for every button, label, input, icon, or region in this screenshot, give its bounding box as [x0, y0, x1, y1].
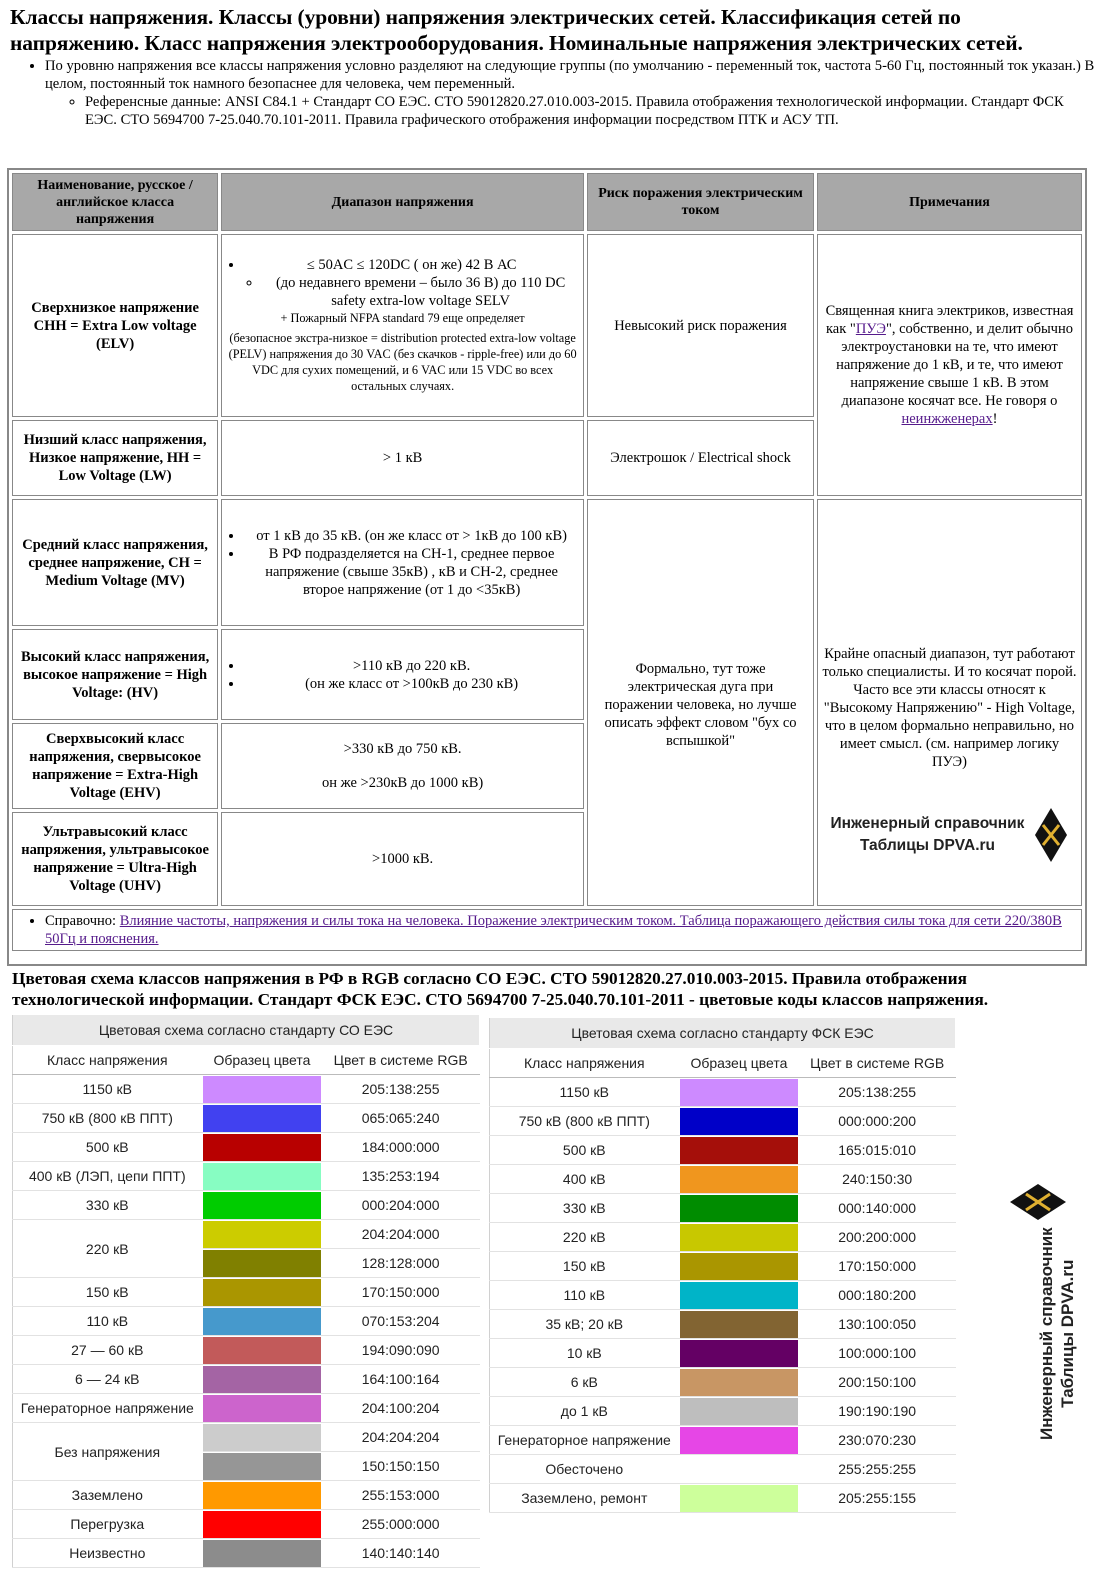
color-swatch-cell [679, 1339, 799, 1368]
mv-range-item: • В РФ подразделяется на СН-1, среднее первое напряжение (свыше 35кВ) , кВ и СН-2, среднее второе напряжение (от 1 до <35кВ) [244, 545, 579, 599]
voltage-class-cell: 220 кВ [490, 1223, 680, 1252]
color-row [490, 1107, 956, 1136]
voltage-class-cell: 10 кВ [490, 1339, 680, 1368]
dpva-logo-icon [1034, 807, 1068, 863]
color-swatch [680, 1195, 799, 1222]
rgb-value-cell: 204:100:204 [322, 1394, 480, 1423]
header-voltage-range: Диапазон напряжения [221, 173, 584, 231]
color-row [490, 1310, 956, 1339]
rgb-value-cell: 135:253:194 [322, 1162, 480, 1191]
fsk-header-class: Класс напряжения [490, 1049, 680, 1078]
header-shock-risk: Риск поражения электрическим током [587, 173, 814, 231]
rgb-value-cell: 000:204:000 [322, 1191, 480, 1220]
voltage-class-cell: 35 кВ; 20 кВ [490, 1310, 680, 1339]
color-row [13, 1162, 480, 1191]
elv-pelv-note: (безопасное экстра-низкое = distribution protected extra-low voltage (PELV) напряжения до 30 VAC (без скачков - ripple-free) или до 60 VDC для сухих помещений, и 6 VAC или 15 VDC во всех остальных случаях. [228, 330, 577, 394]
color-swatch [203, 1163, 322, 1190]
elv-range-item: • ≤ 50AC ≤ 120DC ( он же) 42 В АС ◦ (до недавнего времени – было 36 В) до 110 DC safety extra-low voltage SELV [244, 256, 579, 310]
voltage-class-cell: Обесточено [490, 1455, 680, 1484]
page-title: Классы напряжения. Классы (уровни) напряжения электрических сетей. Классификация сетей по напряжению. Класс напряжения электрооборудования. Номинальные напряжения электрических сетей. [10, 5, 1023, 55]
color-row [490, 1252, 956, 1281]
color-swatch-cell [202, 1336, 322, 1365]
color-swatch-cell [679, 1426, 799, 1455]
voltage-class-cell: 500 кВ [490, 1136, 680, 1165]
intro [0, 58, 1099, 129]
color-swatch [680, 1166, 799, 1193]
note-low-voltage: Священная книга электриков, известная как "ПУЭ", собственно, и делит обычно электроустановки на те, что имеют напряжение до 1 кВ, и те, что имеют напряжение свыше 1 кВ. В этом диапазоне косячат все. Не говоря о неинжженерах! [817, 234, 1082, 496]
color-swatch [680, 1340, 799, 1367]
color-swatch-cell [202, 1481, 322, 1510]
reference-row: • Справочно: Влияние частоты, напряжения и силы тока на человека. Поражение электрическим током. Таблица поражающего действия силы тока для сети 220/380В 50Гц и пояснения. [12, 909, 1082, 951]
rgb-value-cell: 205:138:255 [322, 1075, 480, 1104]
color-swatch [203, 1366, 322, 1393]
elv-risk: Невысокий риск поражения [587, 234, 814, 417]
color-swatch-cell [202, 1539, 322, 1568]
hv-range-item: • (он же класс от >100кВ до 230 кВ) [244, 675, 579, 693]
voltage-class-cell: 1150 кВ [490, 1078, 680, 1107]
rgb-value-cell: 130:100:050 [799, 1310, 956, 1339]
color-swatch [203, 1540, 322, 1567]
fsk-table-caption: Цветовая схема согласно стандарту ФСК ЕЭС [490, 1018, 956, 1049]
voltage-class-cell: 150 кВ [490, 1252, 680, 1281]
elv-name: Сверхнизкое напряжение СНН = Extra Low voltage (ELV) [12, 234, 218, 417]
rgb-value-cell: 240:150:30 [799, 1165, 956, 1194]
voltage-class-cell: Генераторное напряжение [490, 1426, 680, 1455]
rgb-value-cell: 200:150:100 [799, 1368, 956, 1397]
color-swatch [680, 1369, 799, 1396]
header-notes: Примечания [817, 173, 1082, 231]
color-row [13, 1075, 480, 1104]
color-swatch-cell [202, 1452, 322, 1481]
lv-risk: Электрошок / Electrical shock [587, 420, 814, 496]
color-swatch [680, 1137, 799, 1164]
rgb-value-cell: 230:070:230 [799, 1426, 956, 1455]
rgb-value-cell: 184:000:000 [322, 1133, 480, 1162]
color-swatch [203, 1105, 322, 1132]
color-row [13, 1104, 480, 1133]
voltage-class-cell: Заземлено, ремонт [490, 1484, 680, 1513]
color-swatch [203, 1337, 322, 1364]
voltage-class-cell: 330 кВ [13, 1191, 203, 1220]
color-row [490, 1397, 956, 1426]
rgb-value-cell: 164:100:164 [322, 1365, 480, 1394]
color-swatch [203, 1395, 322, 1422]
color-swatch-cell [202, 1162, 322, 1191]
color-swatch [203, 1192, 322, 1219]
so-header-class: Класс напряжения [13, 1046, 203, 1075]
color-swatch [680, 1485, 799, 1512]
color-swatch-cell [679, 1368, 799, 1397]
color-swatch-cell [202, 1191, 322, 1220]
color-swatch-cell [679, 1484, 799, 1513]
color-swatch-cell [679, 1281, 799, 1310]
lv-name: Низший класс напряжения, Низкое напряжение, НН = Low Voltage (LW) [12, 420, 218, 496]
color-swatch-cell [202, 1133, 322, 1162]
color-swatch [203, 1482, 322, 1509]
color-swatch-cell [202, 1365, 322, 1394]
color-swatch [203, 1134, 322, 1161]
color-swatch [680, 1224, 799, 1251]
color-row [490, 1136, 956, 1165]
dpva-watermark: Инженерный справочник Таблицы DPVA.ru [822, 807, 1077, 863]
voltage-class-cell: 330 кВ [490, 1194, 680, 1223]
fsk-header-rgb: Цвет в системе RGB [799, 1049, 956, 1078]
voltage-class-cell: до 1 кВ [490, 1397, 680, 1426]
rgb-value-cell: 128:128:000 [322, 1249, 480, 1278]
color-swatch [203, 1221, 322, 1248]
color-swatch [203, 1250, 322, 1277]
rgb-value-cell: 170:150:000 [799, 1252, 956, 1281]
lv-range: > 1 кВ [221, 420, 584, 496]
color-swatch [203, 1511, 322, 1538]
color-swatch [203, 1453, 322, 1480]
voltage-class-cell: 500 кВ [13, 1133, 203, 1162]
mv-name: Средний класс напряжения, среднее напряжение, СН = Medium Voltage (MV) [12, 499, 218, 626]
voltage-class-cell: Заземлено [13, 1481, 203, 1510]
rgb-value-cell: 255:255:255 [799, 1455, 956, 1484]
color-swatch-cell [202, 1278, 322, 1307]
elv-nfpa-note: + Пожарный NFPA standard 79 еще определяет [280, 311, 525, 326]
voltage-class-cell: 110 кВ [490, 1281, 680, 1310]
color-row [13, 1336, 480, 1365]
color-swatch [203, 1076, 322, 1103]
color-swatch [203, 1308, 322, 1335]
voltage-class-cell: 150 кВ [13, 1278, 203, 1307]
color-swatch-cell [202, 1075, 322, 1104]
intro-sub-bullet: ◦ Референсные данные: ANSI C84.1 + Стандарт СО ЕЭС. СТО 59012820.27.010.003-2015. Правила отображения технологической информации. Стандарт ФСК ЕЭС. СТО 5694700 7-25.040.70.101-2011. Правила графического отображения информации посредством ПТК и АСУ ТП. [85, 94, 1099, 129]
color-swatch-cell [679, 1310, 799, 1339]
rgb-value-cell: 100:000:100 [799, 1339, 956, 1368]
color-row [490, 1368, 956, 1397]
voltage-class-cell: Перегрузка [13, 1510, 203, 1539]
color-row [13, 1365, 480, 1394]
uhv-name: Ультравысокий класс напряжения, ультравысокое напряжение = Ultra-High Voltage (UHV) [12, 812, 218, 906]
color-row [13, 1539, 480, 1568]
rgb-value-cell: 255:153:000 [322, 1481, 480, 1510]
color-scheme-heading: Цветовая схема классов напряжения в РФ в RGB согласно СО ЕЭС. СТО 59012820.27.010.003-2015. Правила отображения технологической информации. Стандарт ФСК ЕЭС. СТО 5694700 7-25.040.70.101-2011 - цветовые коды классов напряжения. [12, 969, 989, 1009]
mv-range [221, 499, 584, 626]
color-swatch-cell [679, 1223, 799, 1252]
color-swatch-cell [679, 1455, 799, 1484]
pue-link[interactable]: ПУЭ [855, 321, 886, 337]
color-swatch [680, 1253, 799, 1280]
color-row [490, 1281, 956, 1310]
so-header-rgb: Цвет в системе RGB [322, 1046, 480, 1075]
voltage-classes-table [9, 170, 1085, 954]
elv-range [221, 234, 584, 417]
color-row [490, 1223, 956, 1252]
color-swatch-cell [679, 1397, 799, 1426]
voltage-class-cell: Генераторное напряжение [13, 1394, 203, 1423]
color-row [490, 1194, 956, 1223]
color-swatch-cell [679, 1078, 799, 1107]
color-swatch [680, 1079, 799, 1106]
rgb-value-cell: 065:065:240 [322, 1104, 480, 1133]
voltage-class-cell: Без напряжения [13, 1423, 203, 1481]
rgb-value-cell: 190:190:190 [799, 1397, 956, 1426]
hv-name: Высокий класс напряжения, высокое напряжение = High Voltage: (HV) [12, 629, 218, 720]
color-swatch-cell [202, 1423, 322, 1452]
header-class-name: Наименование, русское / английское класса напряжения [12, 173, 218, 231]
color-swatch [203, 1424, 322, 1451]
voltage-class-cell: 220 кВ [13, 1220, 203, 1278]
risk-high: Формально, тут тоже электрическая дуга при поражении человека, но лучше описать эффект словом "бух со вспышкой" [587, 499, 814, 906]
so-table-caption: Цветовая схема согласно стандарту СО ЕЭС [13, 1015, 480, 1046]
fsk-ees-color-table [489, 1017, 956, 1513]
voltage-class-cell: 400 кВ [490, 1165, 680, 1194]
reference-link[interactable]: Влияние частоты, напряжения и силы тока на человека. Поражение электрическим током. Таблица поражающего действия силы тока для сети 220/380В 50Гц и пояснения. [45, 913, 1062, 947]
color-swatch [680, 1108, 799, 1135]
color-row [13, 1220, 480, 1249]
color-row [490, 1165, 956, 1194]
elv-range-subitem: ◦ (до недавнего времени – было 36 В) до 110 DC safety extra-low voltage SELV [262, 274, 579, 310]
mv-range-item: • от 1 кВ до 35 кВ. (он же класс от > 1кВ до 100 кВ) [244, 527, 579, 545]
voltage-class-cell: 1150 кВ [13, 1075, 203, 1104]
color-row [13, 1307, 480, 1336]
voltage-classes-table-frame [7, 168, 1087, 966]
rgb-value-cell: 170:150:000 [322, 1278, 480, 1307]
rgb-value-cell: 000:180:200 [799, 1281, 956, 1310]
hv-range-item: • >110 кВ до 220 кВ. [244, 657, 579, 675]
note-high-voltage: Крайне опасный диапазон, тут работают только специалисты. И то косячат порой. Часто все эти классы относят к "Высокому Напряжению" - High Voltage, что в целом формально неправильно, но имеет смысл. (см. например логику ПУЭ) Инженерный справочник Таблицы DPVA.ru [817, 499, 1082, 906]
color-swatch-cell [202, 1510, 322, 1539]
color-row [490, 1078, 956, 1107]
color-row [13, 1133, 480, 1162]
color-swatch-cell [202, 1307, 322, 1336]
rgb-value-cell: 205:138:255 [799, 1078, 956, 1107]
rgb-value-cell: 000:000:200 [799, 1107, 956, 1136]
color-swatch-cell [202, 1249, 322, 1278]
rgb-value-cell: 255:000:000 [322, 1510, 480, 1539]
voltage-class-cell: 750 кВ (800 кВ ППТ) [13, 1104, 203, 1133]
color-swatch [680, 1311, 799, 1338]
so-header-sample: Образец цвета [202, 1046, 322, 1075]
color-swatch-cell [202, 1104, 322, 1133]
rgb-value-cell: 205:255:155 [799, 1484, 956, 1513]
color-swatch-cell [679, 1107, 799, 1136]
color-swatch [680, 1398, 799, 1425]
color-swatch-cell [679, 1194, 799, 1223]
voltage-class-cell: 27 — 60 кВ [13, 1336, 203, 1365]
color-swatch-cell [679, 1252, 799, 1281]
voltage-class-cell: 400 кВ (ЛЭП, цепи ППТ) [13, 1162, 203, 1191]
rgb-value-cell: 165:015:010 [799, 1136, 956, 1165]
rgb-value-cell: 200:200:000 [799, 1223, 956, 1252]
color-swatch-cell [679, 1165, 799, 1194]
rgb-value-cell: 000:140:000 [799, 1194, 956, 1223]
ehv-range: >330 кВ до 750 кВ. он же >230кВ до 1000 кВ) [221, 723, 584, 809]
voltage-class-cell: 110 кВ [13, 1307, 203, 1336]
color-swatch [680, 1282, 799, 1309]
color-row [490, 1455, 956, 1484]
voltage-class-cell: 750 кВ (800 кВ ППТ) [490, 1107, 680, 1136]
rgb-value-cell: 150:150:150 [322, 1452, 480, 1481]
hv-range [221, 629, 584, 720]
voltage-class-cell: Неизвестно [13, 1539, 203, 1568]
color-swatch [680, 1427, 799, 1454]
color-row [13, 1510, 480, 1539]
non-engineers-link[interactable]: неинжженерах [901, 411, 993, 427]
color-row [490, 1484, 956, 1513]
dpva-side-watermark: Инженерный справочник Таблицы DPVA.ru [1037, 1227, 1077, 1440]
rgb-value-cell: 204:204:000 [322, 1220, 480, 1249]
rgb-value-cell: 204:204:204 [322, 1423, 480, 1452]
voltage-class-cell: 6 — 24 кВ [13, 1365, 203, 1394]
intro-bullet: • По уровню напряжения все классы напряжения условно разделяют на следующие группы (по умолчанию - переменный ток, частота 5-60 Гц, постоянный ток указан.) В целом, постоянный ток намного безопаснее для человека, чем переменный. ◦ Референсные данные: ANSI C84.1 + Стандарт СО ЕЭС. СТО 59012820.27.010.003-2015. Правила отображения технологической информации. Стандарт ФСК ЕЭС. СТО 5694700 7-25.040.70.101-2011. Правила графического отображения информации посредством ПТК и АСУ ТП. [45, 58, 1099, 129]
fsk-header-sample: Образец цвета [679, 1049, 799, 1078]
uhv-range: >1000 кВ. [221, 812, 584, 906]
so-ees-color-table [12, 1014, 480, 1568]
color-swatch-cell [679, 1136, 799, 1165]
color-swatch [680, 1456, 799, 1483]
rgb-value-cell: 140:140:140 [322, 1539, 480, 1568]
color-row [13, 1423, 480, 1452]
color-row [13, 1191, 480, 1220]
color-row [13, 1278, 480, 1307]
color-row [13, 1394, 480, 1423]
color-row [490, 1426, 956, 1455]
rgb-value-cell: 194:090:090 [322, 1336, 480, 1365]
color-swatch-cell [202, 1394, 322, 1423]
color-swatch [203, 1279, 322, 1306]
rgb-value-cell: 070:153:204 [322, 1307, 480, 1336]
ehv-name: Сверхвысокий класс напряжения, свервысокое напряжение = Extra-High Voltage (EHV) [12, 723, 218, 809]
color-row [490, 1339, 956, 1368]
voltage-class-cell: 6 кВ [490, 1368, 680, 1397]
color-swatch-cell [202, 1220, 322, 1249]
color-row [13, 1481, 480, 1510]
